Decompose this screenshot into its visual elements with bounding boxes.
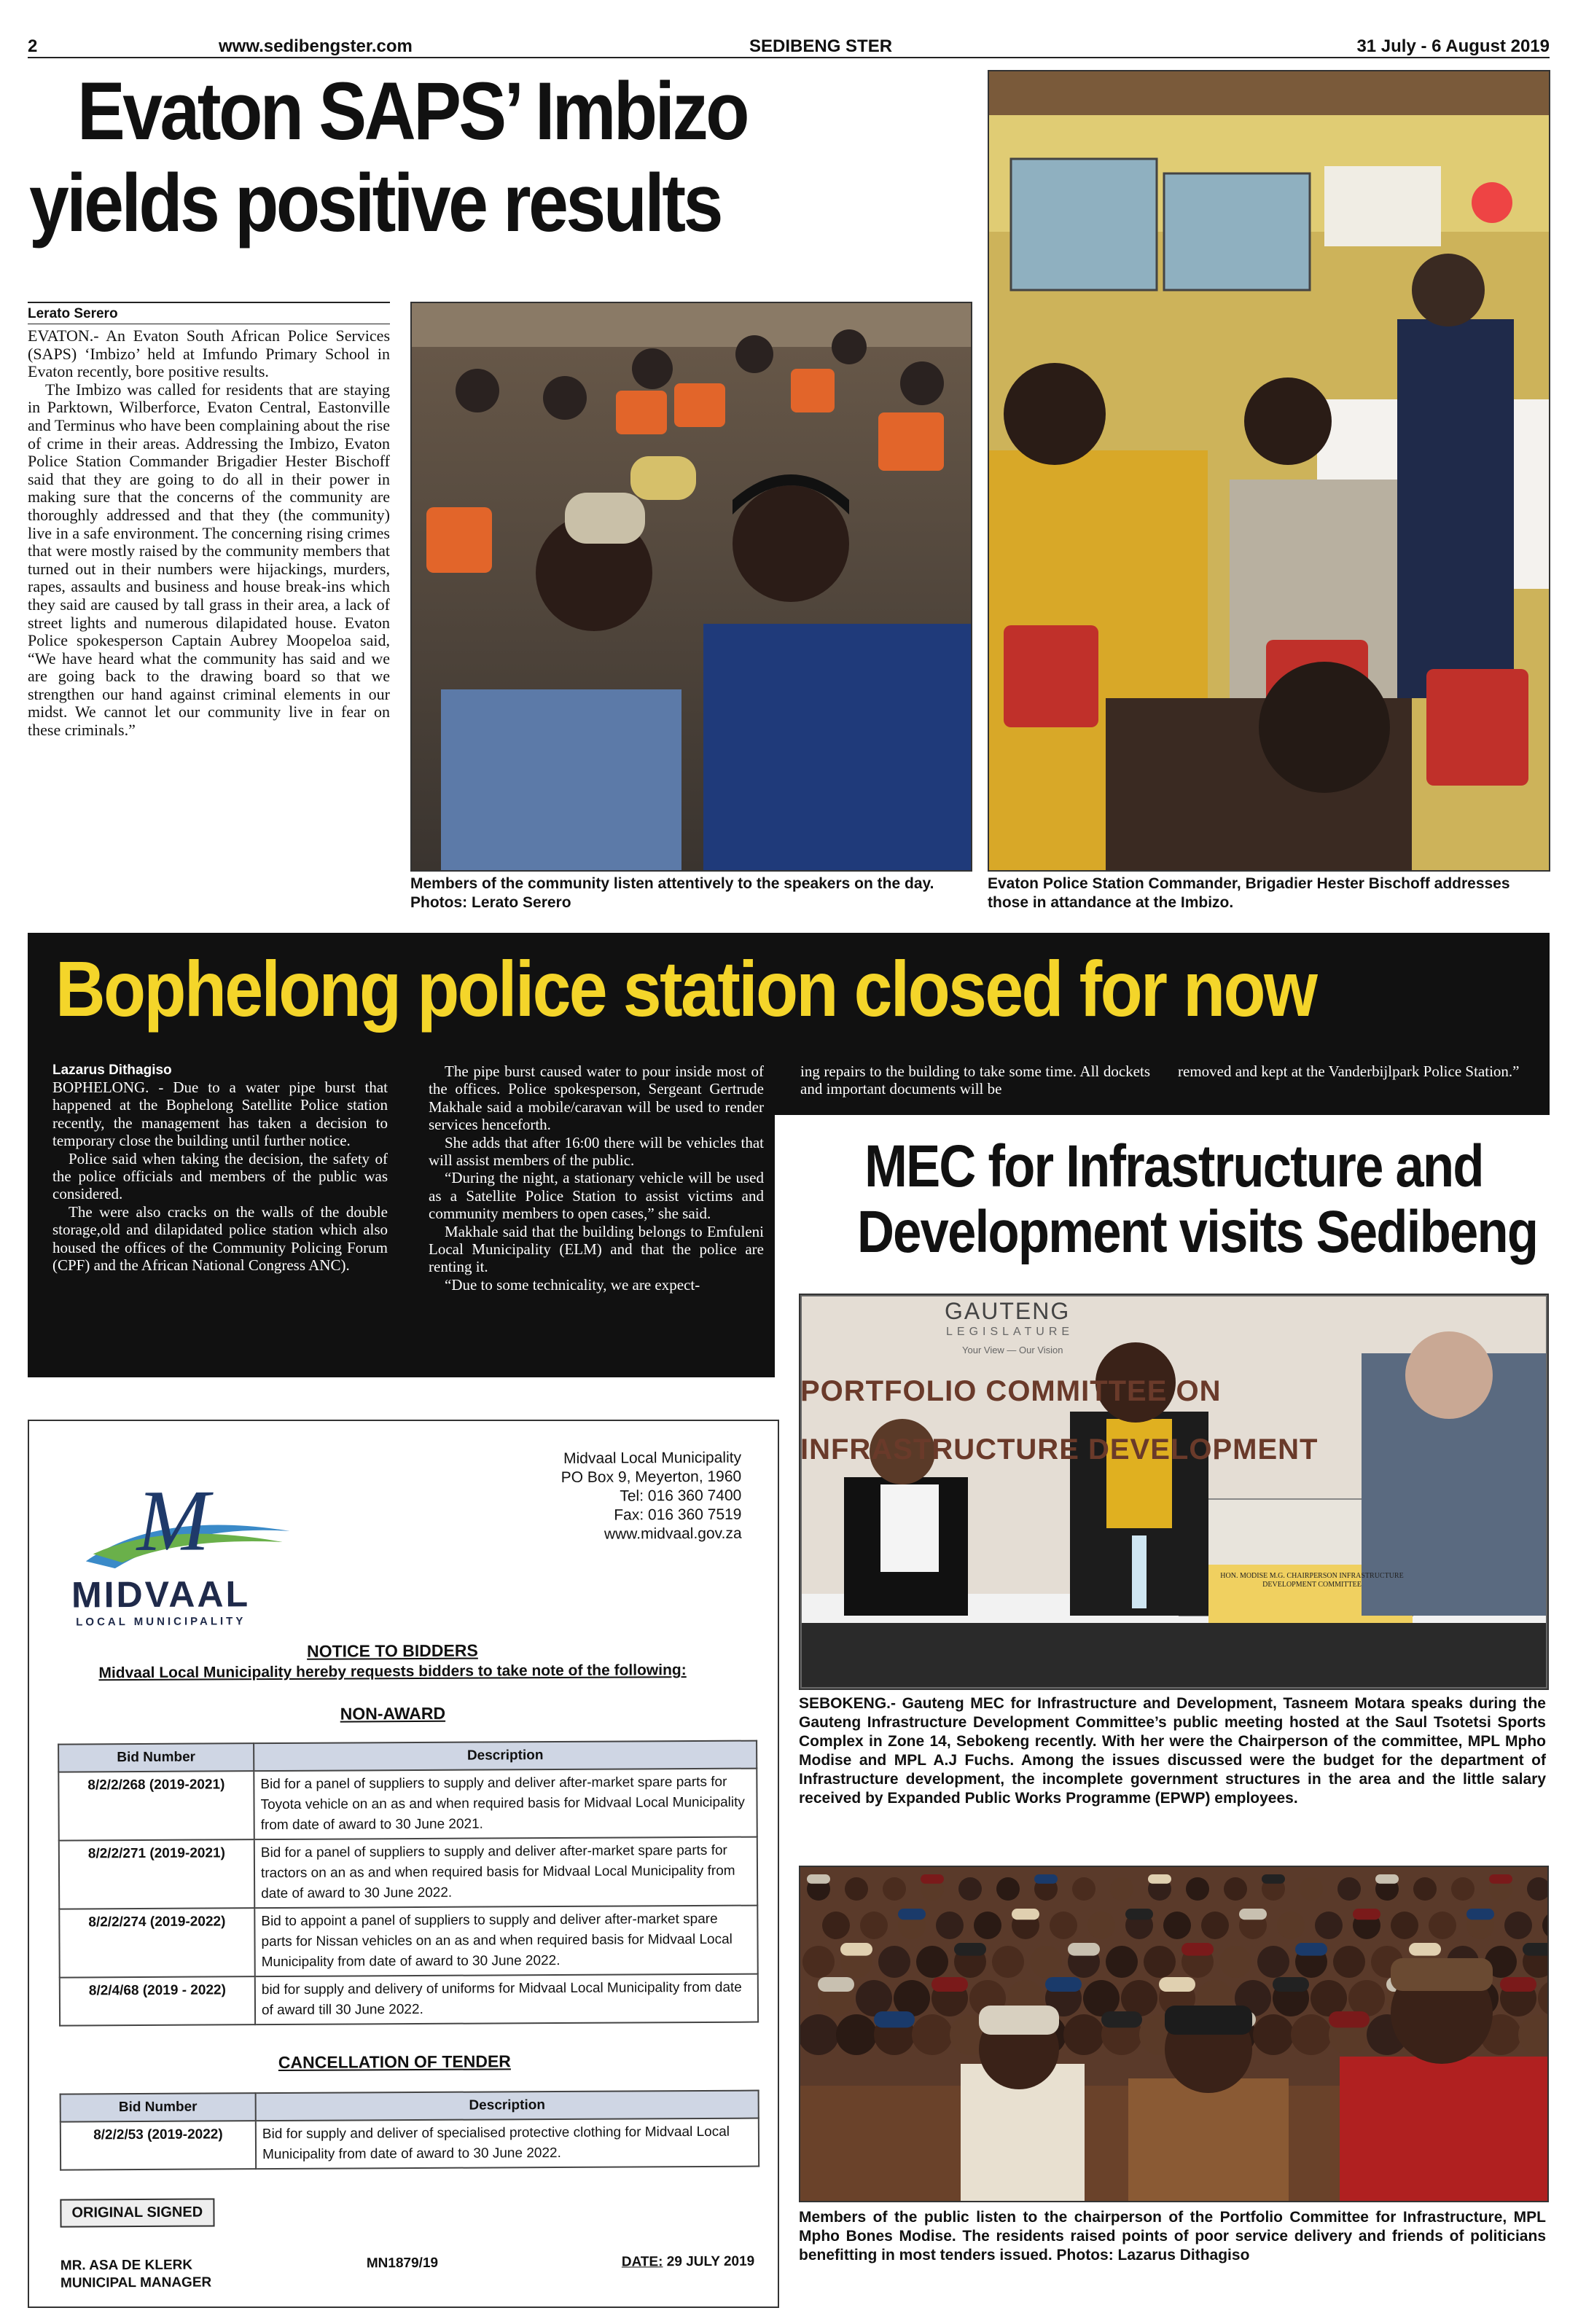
commander-photo-image: [989, 71, 1549, 870]
bophelong-byline: Lazarus Dithagiso: [52, 1063, 172, 1078]
bid-number: 8/2/2/268 (2019-2021): [58, 1771, 254, 1840]
bophelong-paragraph: Police said when taking the decision, the safety of the police officials and members of the public was considered.: [52, 1149, 388, 1203]
mec-headline-line2: Development visits Sedibeng: [856, 1199, 1538, 1265]
mec-photo-image: [800, 1295, 1547, 1689]
story1-headline: [29, 66, 844, 249]
notice-content: [42, 1433, 797, 2304]
story1-paragraph: The Imbizo was called for residents that are staying in Parktown, Wilberforce, Evaton Central, Eastonville and Terminus who have been complaining about the rise of crime in their areas. Addressing the Imbizo, Evaton Police Station Commander Brigadier Hester Bischoff said that they are going to do all in their power in making sure that the concerns of the community are thoroughly addressed and that they (the community) live in a safe environment. The concerning rising crimes that were mostly raised by the community members that turned out in their numbers were hijackings, murders, rapes, assaults and business and house break-ins which they said are caused by tall grass in their area, a lack of street lights and numerous dilapidated house. Evaton Police spokesperson Captain Aubrey Moopeloa said, “We have heard what the community has said and we are going back to the drawing board so that we strengthen our hand against criminal elements in our midst. We cannot let our community live in fear on these criminals.”: [28, 380, 390, 740]
cancellation-table: [60, 2090, 760, 2171]
bid-number: 8/2/4/68 (2019 - 2022): [60, 1976, 255, 2025]
logo-name: MIDVAAL: [71, 1573, 251, 1616]
story1-article: [28, 302, 390, 740]
col-description: Description: [254, 1741, 757, 1772]
logo-subtitle: LOCAL MUNICIPALITY: [76, 1615, 246, 1629]
story1-paragraph: EVATON.- An Evaton South African Police Services (SAPS) ‘Imbizo’ held at Imfundo Primary School in Evaton recently, bore positive results.: [28, 326, 390, 381]
section-non-award: NON-AWARD: [340, 1703, 446, 1724]
bophelong-paragraph: “Due to some technicality, we are expect-: [445, 1275, 700, 1294]
midvaal-logo-mark: [71, 1480, 305, 1576]
notice-title: NOTICE TO BIDDERS: [307, 1640, 478, 1661]
non-award-table: [58, 1740, 759, 2027]
bid-description: Bid for a panel of suppliers to supply and deliver after-market spare parts for tractors on an as and when required basis for Midvaal Local Municipality from date of award to 30 June 2022.: [254, 1837, 757, 1909]
website[interactable]: www.sedibengster.com: [219, 36, 413, 56]
table-row: [59, 1837, 757, 1909]
notice-date: [622, 2254, 754, 2271]
bophelong-paragraph: BOPHELONG. - Due to a water pipe burst that happened at the Bophelong Satellite Police station recently, the management has taken a decision to temporary close the building until further notice.: [52, 1079, 388, 1150]
bophelong-headline: Bophelong police station closed for now: [55, 944, 1316, 1033]
table-row: [60, 1974, 758, 2026]
bid-number: 8/2/2/274 (2019-2022): [59, 1908, 254, 1977]
table-row: [59, 1906, 757, 1978]
col-description: Description: [256, 2091, 759, 2121]
original-signed-stamp: ORIGINAL SIGNED: [60, 2198, 214, 2227]
table-row: [58, 1769, 757, 1841]
bophelong-paragraph: The pipe burst caused water to pour inside most of the offices. Police spokesperson, Sergeant Gertrude Makhale said a mobile/caravan will be used to render services henceforth.: [429, 1063, 764, 1134]
address-line: Fax: 016 360 7519: [614, 1506, 742, 1524]
bid-description: bid for supply and delivery of uniforms for Midvaal Local Municipality from date of award till 30 June 2022.: [255, 1974, 758, 2025]
bophelong-banner: [28, 933, 1550, 1042]
notice-address: [493, 1449, 742, 1545]
commander-photo-caption: Evaton Police Station Commander, Brigadier Hester Bischoff addresses those in attandance at the Imbizo.: [988, 875, 1510, 911]
headline-line1: Evaton SAPS’ Imbizo: [77, 66, 747, 157]
bophelong-paragraph: “During the night, a stationary vehicle will be used as a Satellite Police Station to assist victims and community members to open cases,” she said.: [429, 1169, 764, 1223]
photo-nameplate: HON. MODISE M.G. CHAIRPERSON INFRASTRUCTURE DEVELOPMENT COMMITTEE: [1220, 1572, 1404, 1589]
photo-banner-sub: LEGISLATURE: [946, 1326, 1074, 1338]
headline-line2: yields positive results: [29, 157, 721, 249]
address-line: Midvaal Local Municipality: [563, 1449, 742, 1467]
logo-letter: M: [136, 1479, 210, 1570]
bid-description: Bid for supply and deliver of specialised protective clothing for Midvaal Local Municipality from date of award to 30 June 2022.: [256, 2118, 759, 2170]
mec-headline: [802, 1134, 1545, 1265]
midvaal-notice: [28, 1420, 779, 2308]
community-photo: [410, 302, 972, 872]
table-header-row: [60, 2091, 759, 2122]
notice-reference: MN1879/19: [366, 2255, 439, 2272]
bid-number: 8/2/2/53 (2019-2022): [60, 2121, 256, 2170]
community-photo-caption: Members of the community listen attentively to the speakers on the day. Photos: Lerato Serero: [410, 875, 934, 911]
crowd-photo: [799, 1866, 1549, 2202]
table-header-row: [58, 1741, 757, 1772]
issue-date: 31 July - 6 August 2019: [1356, 36, 1550, 56]
bophelong-col1: [52, 1079, 388, 1274]
signatory: [60, 2256, 211, 2292]
page-number: 2: [28, 36, 38, 56]
mec-photo-caption: SEBOKENG.- Gauteng MEC for Infrastructure and Development, Tasneem Motara speaks during the Gauteng Infrastructure Development Committee’s public meeting hosted at the Saul Tsotetsi Sports Complex in Zone 14, Sebokeng recently. With her were the Chairperson of the committee, MPL Mpho Modise and MPL A.J Fuchs. Among the issues discussed were the budget for the department of Infrastructure development, the incomplete government structures in the area and the little salary received by Expanded Public Works Programme (EPWP) employees.: [799, 1695, 1546, 1807]
masthead: [28, 32, 1550, 58]
bophelong-paragraph: She adds that after 16:00 there will be vehicles that will assist members of the public.: [429, 1133, 764, 1170]
address-line: PO Box 9, Meyerton, 1960: [560, 1468, 742, 1486]
bophelong-paragraph: removed and kept at the Vanderbijlpark Police Station.”: [1178, 1063, 1520, 1080]
photo-banner-text2: INFRASTRUCTURE DEVELOPMENT: [800, 1433, 1319, 1466]
notice-subtitle: Midvaal Local Municipality hereby requests bidders to take note of the following:: [98, 1662, 687, 1682]
crowd-photo-caption: Members of the public listen to the chairperson of the Portfolio Committee for Infrastructure, MPL Mpho Bones Modise. The residents raised points of poor service delivery and friends of politicians benefitting in most tenders issued. Photos: Lazarus Dithagiso: [799, 2209, 1546, 2264]
photo-banner-tagline: Your View — Our Vision: [962, 1345, 1063, 1355]
bophelong-paragraph: Makhale said that the building belongs to Emfuleni Local Municipality (ELM) and that the police are renting it.: [429, 1222, 764, 1276]
col-bid-number: Bid Number: [58, 1743, 254, 1772]
address-line: Tel: 016 360 7400: [620, 1487, 742, 1505]
date-value: 29 JULY 2019: [666, 2253, 755, 2270]
bid-number: 8/2/2/271 (2019-2021): [59, 1839, 254, 1909]
crowd-photo-image: [800, 1867, 1547, 2201]
paper-name: SEDIBENG STER: [749, 36, 893, 56]
bophelong-col3: [800, 1063, 1150, 1098]
bophelong-col4: [1178, 1063, 1528, 1080]
bophelong-col2: [429, 1063, 764, 1294]
signatory-title: MUNICIPAL MANAGER: [60, 2274, 212, 2291]
photo-banner-org: GAUTENG: [945, 1298, 1071, 1324]
photo-banner-text1: PORTFOLIO COMMITTEE ON: [800, 1375, 1222, 1407]
bid-description: Bid to appoint a panel of suppliers to supply and deliver after-market spare parts for Nissan vehicles on an as and when required basis for Midvaal Local Municipality from date of award to 30 June 2022.: [254, 1906, 757, 1977]
bid-description: Bid for a panel of suppliers to supply and deliver after-market spare parts for Toyota vehicle on an as and when required basis for Midvaal Local Municipality from date of award to 30 June 2021.: [254, 1769, 757, 1840]
bophelong-paragraph: ing repairs to the building to take some time. All dockets and important documents will be: [800, 1063, 1150, 1098]
address-line[interactable]: www.midvaal.gov.za: [604, 1525, 742, 1543]
story1-byline: Lerato Serero: [28, 306, 390, 324]
section-cancellation: CANCELLATION OF TENDER: [278, 2051, 511, 2073]
signatory-name: MR. ASA DE KLERK: [60, 2257, 193, 2274]
commander-photo: [988, 70, 1550, 872]
mec-photo: [799, 1294, 1549, 1690]
table-row: [60, 2118, 759, 2170]
date-label: DATE:: [621, 2254, 663, 2270]
midvaal-logo: [71, 1480, 305, 1635]
col-bid-number: Bid Number: [60, 2093, 256, 2121]
story1-body: [28, 327, 390, 740]
community-photo-image: [412, 303, 971, 870]
bophelong-paragraph: The were also cracks on the walls of the double storage,old and dilapidated police station which also housed the offices of the Community Policing Forum (CPF) and the African National Congress ANC).: [52, 1202, 388, 1275]
mec-headline-line1: MEC for Infrastructure and: [864, 1133, 1483, 1200]
